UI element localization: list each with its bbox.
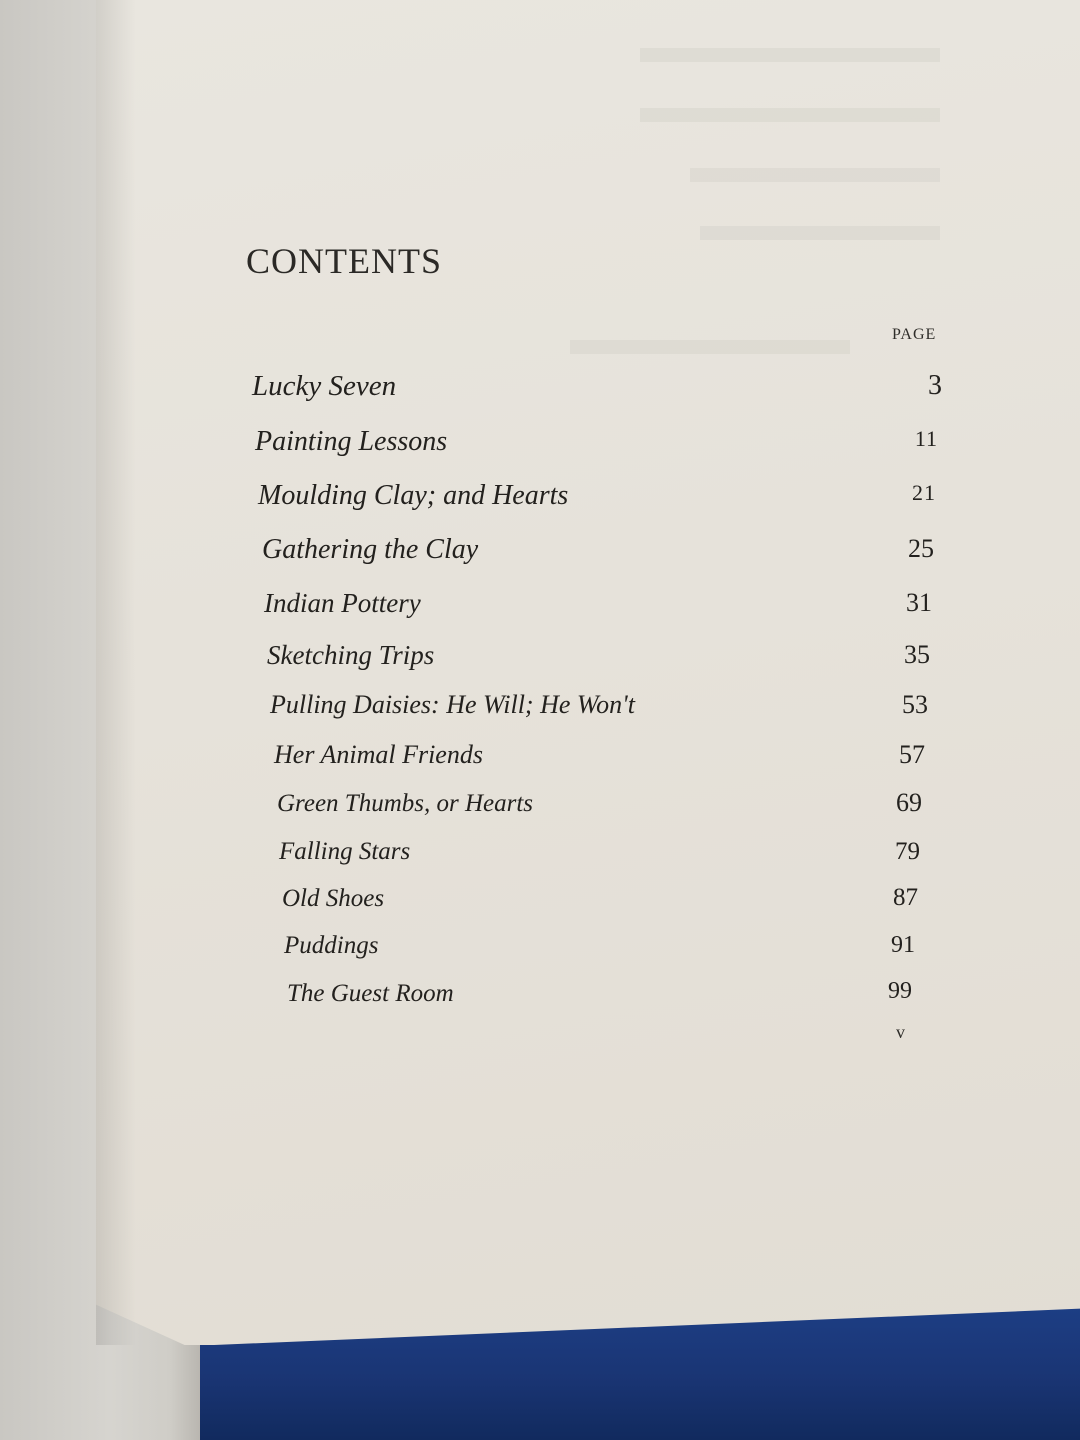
toc-entry-title: Moulding Clay; and Hearts (258, 480, 569, 511)
toc-entry-page: 11 (914, 426, 938, 451)
toc-entry-title: Green Thumbs, or Hearts (277, 790, 534, 817)
toc-entry-page: 31 (906, 588, 932, 617)
toc-entry-title: Old Shoes (282, 885, 385, 912)
bleed-through-mark (570, 340, 850, 354)
bleed-through-mark (640, 108, 940, 122)
toc-entry-title: Her Animal Friends (274, 740, 483, 769)
page-gutter-shadow (96, 0, 136, 1345)
toc-entry-page: 35 (904, 640, 930, 669)
toc-entry-title: Falling Stars (279, 838, 411, 865)
toc-entry-title: The Guest Room (287, 980, 454, 1007)
page-column-label: PAGE (892, 326, 937, 343)
book-page (96, 0, 1080, 1345)
toc-entry-title: Puddings (284, 932, 379, 959)
toc-entry-title: Sketching Trips (267, 640, 435, 670)
toc-entry-page: 91 (891, 932, 915, 958)
toc-entry-page: 69 (896, 788, 922, 817)
toc-entry-title: Lucky Seven (252, 370, 397, 402)
toc-entry-page: 99 (888, 978, 912, 1004)
bleed-through-mark (640, 48, 940, 62)
toc-entry-title: Indian Pottery (264, 588, 421, 618)
bleed-through-mark (690, 168, 940, 182)
toc-entry-title: Painting Lessons (255, 426, 448, 457)
toc-entry-page: 79 (895, 838, 920, 865)
toc-entry-page: 57 (899, 740, 925, 769)
toc-entry-page: 21 (912, 480, 936, 505)
page-folio: v (896, 1022, 905, 1042)
toc-entry-title: Pulling Daisies: He Will; He Won't (270, 690, 635, 719)
bleed-through-mark (700, 226, 940, 240)
toc-entry-page: 53 (902, 690, 928, 719)
toc-entry-title: Gathering the Clay (262, 534, 479, 565)
toc-entry-page: 3 (928, 370, 942, 401)
contents-heading: CONTENTS (246, 241, 442, 281)
toc-entry-page: 25 (908, 534, 934, 563)
toc-entry-page: 87 (893, 884, 918, 911)
